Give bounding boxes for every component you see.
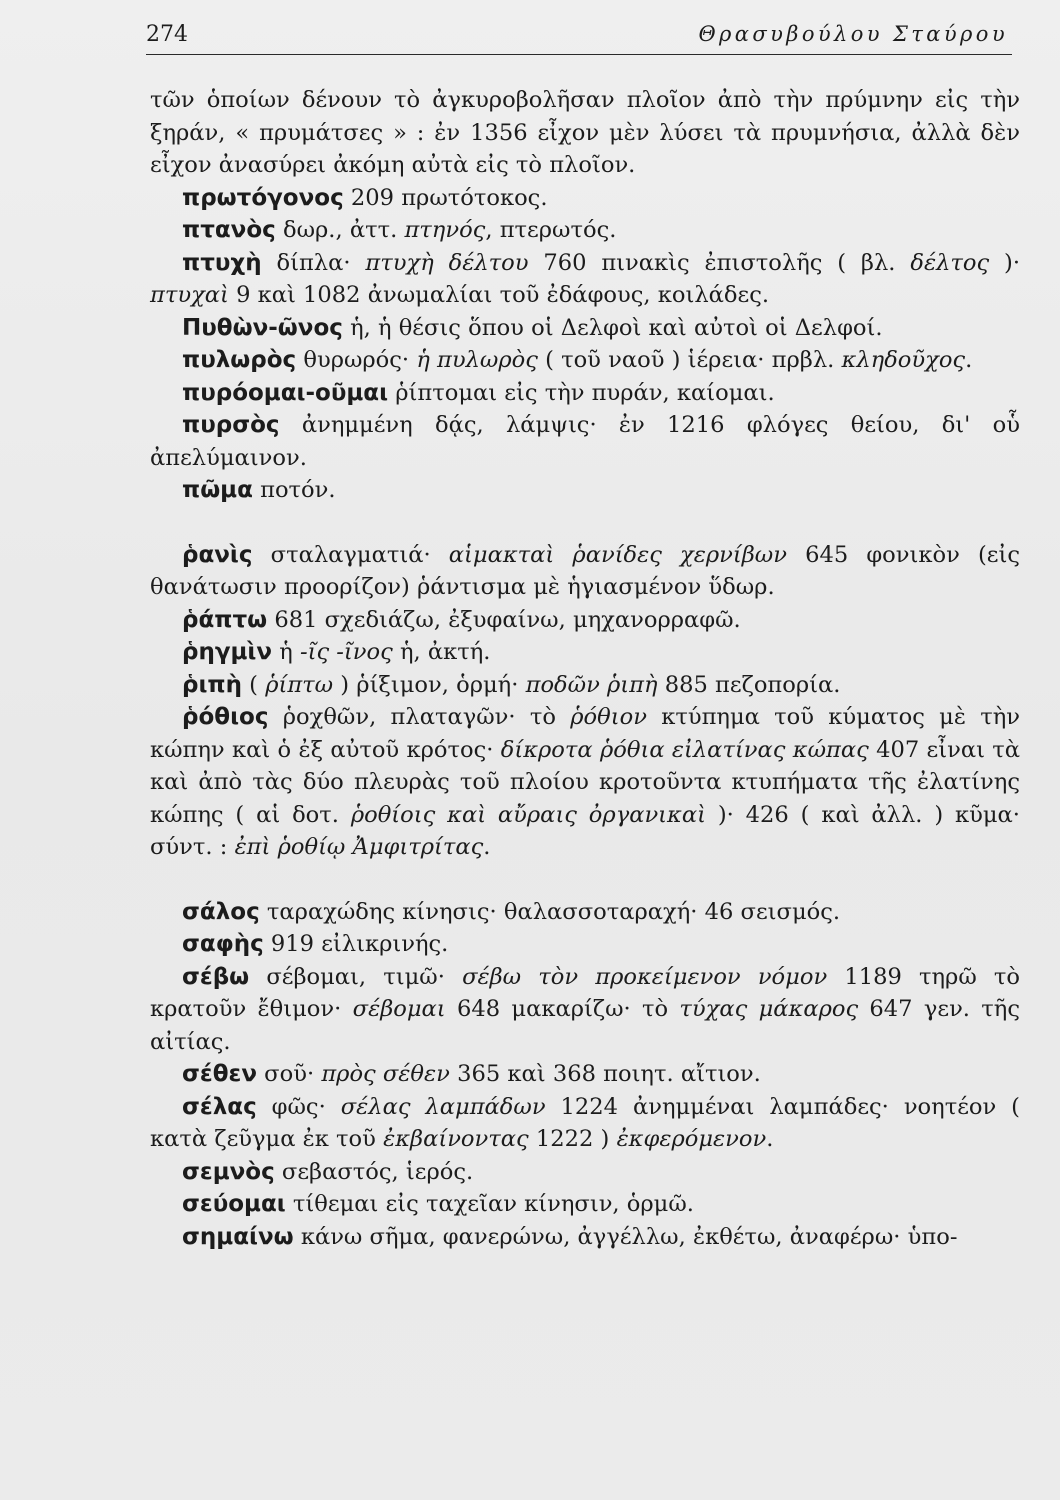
definition-text: φῶς· (256, 1093, 341, 1120)
headword: πυρόομαι-οῦμαι (182, 379, 389, 406)
italic-citation: κληδοῦχος (841, 347, 966, 373)
italic-citation: ἡ πυλωρὸς (416, 347, 538, 373)
italic-citation: ἐκφερόμενον (616, 1126, 767, 1152)
italic-citation: πρὸς σέθεν (321, 1061, 450, 1087)
headword: σημαίνω (182, 1223, 294, 1250)
italic-citation: δίκροτα ῥόθια εἰλατίνας κώπας (500, 736, 869, 763)
italic-citation: δέλτος (910, 249, 990, 276)
headword: σέβω (182, 963, 250, 990)
definition-text: ταραχώδης κίνησις· θαλασσοταραχή· 46 σεισμός. (259, 898, 841, 925)
italic-citation: αἱμακταὶ ῥανίδες χερνίβων (448, 541, 787, 568)
headword: ῥάπτω (182, 606, 268, 633)
glossary-entry (150, 1058, 1020, 1091)
definition-text: 209 πρωτότοκος. (343, 184, 548, 211)
headword: πρωτόγονος (182, 184, 344, 211)
definition-text: 1189 τηρῶ τὸ κρατοῦν ἔθιμον· (150, 963, 1020, 1022)
headword: σέθεν (182, 1061, 257, 1087)
definition-text: δίπλα· (261, 249, 366, 276)
definition-text: ἡ (272, 639, 300, 665)
definition-text: τῶν ὁποίων δένουν τὸ ἀγκυροβολῆσαν πλοῖον ἀπὸ τὴν πρύμνην εἰς τὴν ξηράν, « πρυμάτσες » : ἐν 1356 εἶχον μὲν λύσει τὰ πρυμνήσια, ἀλλὰ δὲν εἶχον ἀνασύρει ἀκόμη αὐτὰ εἰς τὸ πλοῖον. (150, 87, 1020, 178)
definition-text: σοῦ· (257, 1061, 322, 1087)
glossary-entry (150, 377, 1020, 410)
definition-text: σταλαγματιά· (252, 541, 449, 568)
definition-text: σεβαστός, ἱερός. (274, 1158, 474, 1185)
italic-citation: -ῖς -ῖνος (299, 639, 393, 665)
definition-text: . (483, 834, 491, 860)
italic-citation: ῥίπτω (265, 671, 334, 698)
running-head: Θρασυβούλου Σταύρου (698, 22, 1008, 46)
italic-citation: σέβομαι (352, 996, 446, 1022)
headword: πυρσὸς (182, 412, 280, 438)
italic-citation: πτηνός (404, 217, 486, 243)
glossary-entry (150, 604, 1020, 637)
definition-text: ῥίπτομαι εἰς τὴν πυράν, καίομαι. (388, 379, 775, 406)
definition-text: 919 εἰλικρινής. (263, 931, 449, 957)
definition-text: )· (989, 249, 1021, 276)
definition-text: ποτόν. (252, 477, 336, 503)
header-rule (146, 54, 1012, 55)
glossary-entry (150, 1091, 1020, 1156)
italic-citation: σέβω τὸν προκείμενον νόμον (462, 963, 828, 990)
definition-text: τίθεμαι εἰς ταχεῖαν κίνησιν, ὁρμῶ. (285, 1191, 694, 1217)
glossary-entry (150, 409, 1020, 474)
headword: σεύομαι (182, 1191, 286, 1217)
definition-text: 365 καὶ 368 ποιητ. αἴτιον. (449, 1061, 761, 1087)
italic-citation: ποδῶν ῥιπὴ (525, 671, 658, 698)
definition-text: . (965, 347, 973, 373)
italic-citation: ἐπὶ ῥοθίῳ Ἀμφιτρίτας (234, 834, 484, 860)
glossary-body (150, 84, 1020, 1253)
italic-citation: ῥοθίοις καὶ αὔραις ὀργανικαὶ (350, 801, 706, 828)
headword: πῶμα (182, 477, 253, 503)
headword: ῥηγμὶν (182, 639, 273, 665)
definition-text: 1224 ἀνημμέναι λαμπάδες· νοητέον ( κατὰ ζεῦγμα ἐκ τοῦ (150, 1093, 1020, 1152)
headword: ῥανὶς (182, 541, 253, 568)
definition-text: 648 μακαρίζω· τὸ (445, 996, 680, 1022)
definition-text: 885 πεζοπορία. (657, 671, 841, 698)
italic-citation: τύχας μάκαρος (679, 996, 859, 1022)
glossary-entry (150, 312, 1020, 345)
headword: πτυχὴ (182, 249, 262, 276)
headword: πτανὸς (182, 217, 276, 243)
definition-text: ἀνημμένη δᾴς, λάμψις· ἐν 1216 φλόγες θείου, δι' οὗ ἀπελύμαινον. (150, 412, 1020, 471)
definition-text: . (766, 1126, 774, 1152)
italic-citation: σέλας λαμπάδων (340, 1093, 546, 1120)
headword: σαφὴς (182, 931, 264, 957)
glossary-entry (150, 84, 1020, 182)
headword: σάλος (182, 898, 260, 925)
glossary-entry (150, 961, 1020, 1059)
glossary-entry (150, 474, 1020, 507)
definition-text: ) ῥίξιμον, ὁρμή· (333, 671, 526, 698)
definition-text: δωρ., ἀττ. (275, 217, 405, 243)
page-number: 274 (146, 22, 188, 47)
glossary-entry (150, 247, 1020, 312)
glossary-entry (150, 636, 1020, 669)
glossary-entry (150, 1221, 1020, 1254)
glossary-entry (150, 539, 1020, 604)
headword: ῥιπὴ (182, 671, 242, 698)
italic-citation: πτυχὴ δέλτου (365, 249, 529, 276)
definition-text: κτύπημα τοῦ κύματος μὲ τὴν κώπην καὶ ὁ ἐξ αὐτοῦ κρότος· (150, 704, 1020, 763)
definition-text: ῥοχθῶν, πλαταγῶν· τὸ (268, 704, 571, 730)
glossary-entry (150, 1156, 1020, 1189)
definition-text: , πτερωτός. (485, 217, 617, 243)
glossary-entry (150, 928, 1020, 961)
definition-text: ( (242, 671, 266, 698)
glossary-entry (150, 344, 1020, 377)
definition-text: θυρωρός· (296, 347, 417, 373)
definition-text: 681 σχεδιάζω, ἐξυφαίνω, μηχανορραφῶ. (267, 606, 741, 633)
definition-text: )· 426 ( καὶ ἀλλ. ) κῦμα· σύντ. : (150, 801, 1020, 860)
definition-text: 9 καὶ 1082 ἀνωμαλίαι τοῦ ἐδάφους, κοιλάδες. (228, 282, 770, 308)
definition-text: 760 πινακὶς ἐπιστολῆς ( βλ. (528, 249, 911, 276)
italic-citation: ἐκβαίνοντας (383, 1126, 529, 1152)
definition-text: 407 εἶναι τὰ καὶ ἀπὸ τὰς δύο πλευρὰς τοῦ πλοίου κροτοῦντα κτυπήματα τῆς ἐλατίνης κώπης ( αἱ δοτ. (150, 736, 1020, 828)
page-header (146, 22, 1008, 56)
headword: Πυθὼν-ῶνος (182, 314, 343, 341)
definition-text: 645 φονικὸν (εἰς θανάτωσιν προορίζον) ῥάντισμα μὲ ἡγιασμένον ὕδωρ. (150, 541, 1021, 600)
italic-citation: πτυχαὶ (150, 282, 229, 308)
definition-text: 1222 ) (528, 1126, 617, 1152)
headword: ῥόθιος (182, 704, 269, 730)
definition-text: ἡ, ἡ θέσις ὅπου οἱ Δελφοὶ καὶ αὐτοὶ οἱ Δελφοί. (342, 314, 883, 341)
headword: πυλωρὸς (182, 347, 297, 373)
definition-text: ἡ, ἀκτή. (392, 639, 491, 665)
glossary-entry (150, 182, 1020, 215)
glossary-entry (150, 701, 1020, 864)
headword: σεμνὸς (182, 1158, 275, 1185)
glossary-entry (150, 214, 1020, 247)
glossary-entry (150, 896, 1020, 929)
glossary-entry (150, 1188, 1020, 1221)
headword: σέλας (182, 1093, 257, 1120)
definition-text: κάνω σῆμα, φανερώνω, ἀγγέλλω, ἐκθέτω, ἀναφέρω· ὑπο- (293, 1223, 958, 1250)
definition-text: ( τοῦ ναοῦ ) ἱέρεια· πρβλ. (537, 347, 842, 373)
definition-text: 647 γεν. τῆς αἰτίας. (150, 996, 1020, 1055)
glossary-entry (150, 669, 1020, 702)
italic-citation: ῥόθιον (570, 704, 647, 730)
definition-text: σέβομαι, τιμῶ· (249, 963, 463, 990)
